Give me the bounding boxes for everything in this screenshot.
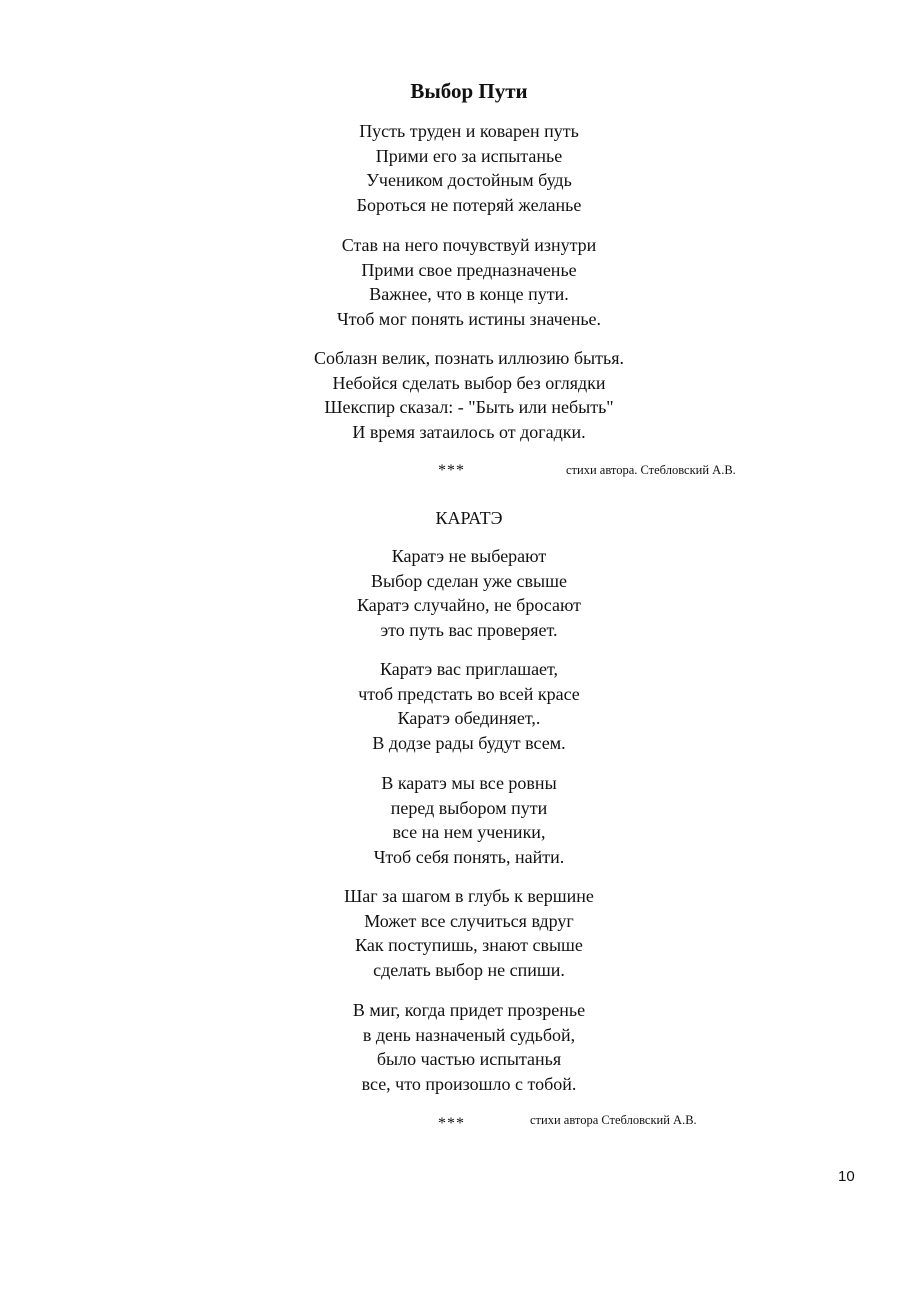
poem-line: Учеником достойным будь — [366, 170, 572, 191]
poem-1-stanza-3 — [0, 346, 920, 445]
poem-line: все на нем ученики, — [392, 822, 546, 843]
poem-line: В каратэ мы все ровны — [381, 773, 557, 793]
poem-line: И время затаилось от догадки. — [352, 422, 586, 443]
poem-line: Каратэ вас приглашает, — [379, 659, 559, 679]
poem-1-separator-stars: *** — [438, 462, 465, 479]
poem-line: Чтоб мог понять истины значенье. — [336, 309, 602, 330]
poem-line: Бороться не потеряй желанье — [356, 195, 582, 216]
poem-line: Чтоб себя понять, найти. — [373, 847, 565, 868]
poem-line: Соблазн велик, познать иллюзию бытья. — [314, 348, 624, 368]
poem-line: В додзе рады будут всем. — [372, 733, 566, 754]
poem-line: Выбор сделан уже свыше — [371, 570, 567, 591]
poem-line: Каратэ не выберают — [391, 546, 547, 566]
poem-line: Прими свое предназначенье — [361, 259, 577, 280]
poem-1-title: Выбор Пути — [410, 79, 528, 103]
poem-line: В миг, когда придет прозренье — [352, 1000, 586, 1020]
poem-line: Как поступишь, знают свыше — [355, 935, 583, 956]
poem-line: Прими его за испытанье — [375, 145, 563, 166]
poem-line: сделать выбор не спиши. — [373, 960, 565, 981]
poem-line: в день назначеный судьбой, — [362, 1024, 576, 1045]
page-number: 10 — [838, 1168, 855, 1185]
poem-2-stanza-1 — [0, 544, 920, 643]
poem-1-stanza-1 — [0, 119, 920, 218]
poem-line: все, что произошло с тобой. — [361, 1074, 577, 1095]
poem-line: это путь вас проверяет. — [380, 620, 558, 641]
poem-2-stanza-4 — [0, 884, 920, 983]
poem-line: Каратэ случайно, не бросают — [356, 595, 582, 616]
poem-line: чтоб предстать во всей красе — [358, 683, 580, 704]
poem-line: было частью испытанья — [376, 1049, 562, 1070]
poem-line: Шаг за шагом в глубь к вершине — [344, 886, 594, 906]
poem-2-stanza-5 — [0, 998, 920, 1097]
poem-line: Пусть труден и коварен путь — [359, 121, 579, 141]
poem-2-author-signature: стихи автора Стебловский А.В. — [530, 1113, 697, 1127]
poem-line: Важнее, что в конце пути. — [369, 284, 569, 305]
poem-1-author-signature: стихи автора. Стебловский А.В. — [566, 463, 736, 477]
poem-2-title: КАРАТЭ — [435, 508, 503, 528]
poem-line: перед выбором пути — [390, 797, 548, 818]
poem-line: Каратэ обединяет,. — [397, 708, 541, 729]
poem-line: Став на него почувствуй изнутри — [341, 235, 597, 255]
poem-line: Шекспир сказал: - "Быть или небыть" — [324, 397, 614, 418]
poem-2-stanza-3 — [0, 771, 920, 870]
poem-2-stanza-2 — [0, 657, 920, 756]
poem-line: Может все случиться вдруг — [364, 910, 574, 931]
poem-line: Небойся сделать выбор без оглядки — [332, 372, 606, 393]
poem-1-stanza-2 — [0, 233, 920, 332]
poem-2-separator-stars: *** — [438, 1115, 465, 1132]
